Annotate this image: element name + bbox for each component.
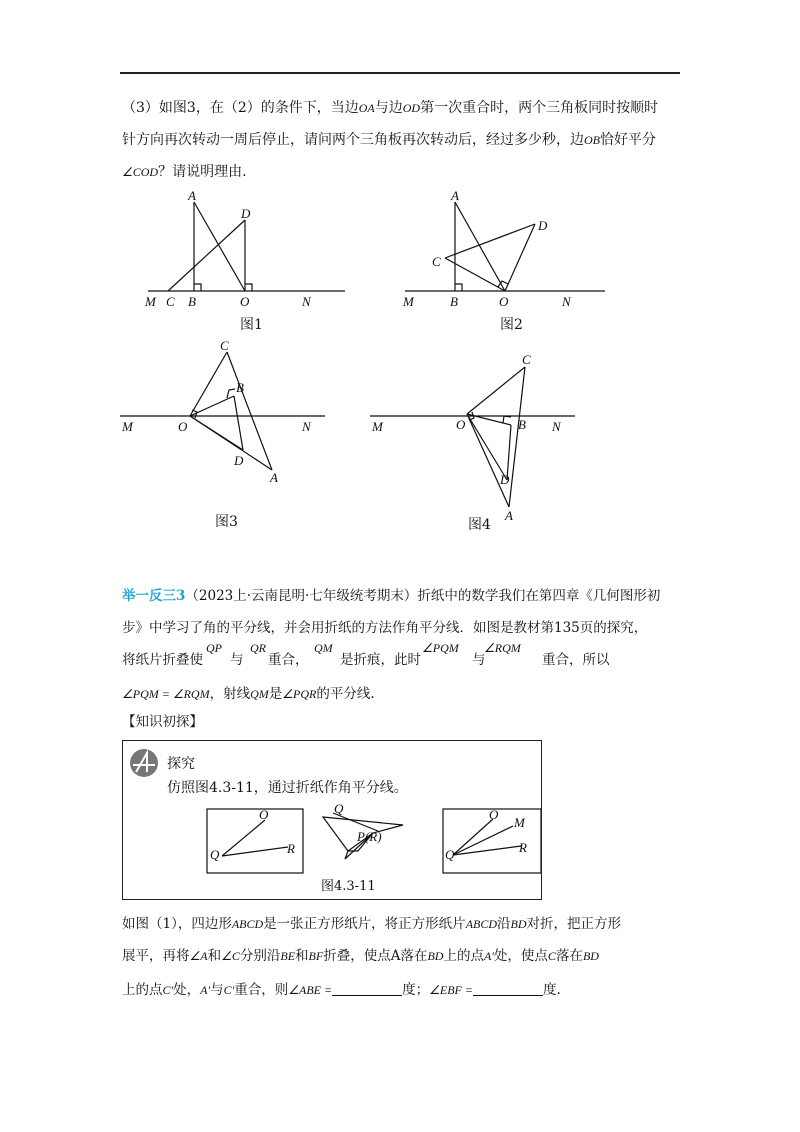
fig3-label-b: B bbox=[236, 380, 244, 395]
example3-line2: 步》中学习了角的平分线，并会用折纸的方法作角平分线．如图是教材第135页的探究， bbox=[122, 620, 648, 636]
fig1-label-d: D bbox=[241, 206, 251, 221]
fig4-label-d: D bbox=[500, 472, 510, 487]
fig1-side-ao bbox=[194, 202, 245, 291]
fig2-label-o: O bbox=[499, 294, 509, 309]
fig1-label-a: A bbox=[188, 188, 196, 203]
fig4-side-oa bbox=[467, 414, 509, 507]
question-line3: 上的点C′处，A′与C′重合，则∠ABE = 度；∠EBF = 度. bbox=[122, 982, 561, 998]
fig4-side-oc bbox=[467, 367, 525, 414]
panel3-label-o: O bbox=[489, 807, 499, 822]
fig1-right-angle-o bbox=[245, 284, 252, 291]
fig1-caption: 图1 bbox=[240, 317, 263, 333]
panel3-label-q: Q bbox=[445, 847, 455, 862]
fig3-label-d: D bbox=[234, 453, 244, 468]
example3-tag: 举一反三3 bbox=[122, 588, 186, 604]
problem3-line3: ∠COD？请说明理由. bbox=[122, 164, 247, 180]
fig4-side-od bbox=[467, 414, 507, 480]
explore-icon bbox=[130, 749, 158, 777]
fig1-right-angle-b bbox=[194, 284, 201, 291]
question-line2: 展平，再将∠A和∠C分别沿BE和BF折叠，使点A落在BD上的点A′处，使点C落在BD bbox=[122, 948, 599, 964]
fig4-label-b: B bbox=[518, 417, 526, 432]
fig3-side-bd bbox=[234, 396, 243, 450]
fig1-label-m: M bbox=[145, 294, 156, 309]
answer-blank-ebf[interactable] bbox=[473, 981, 543, 996]
fig4-label-c: C bbox=[522, 352, 531, 367]
figures-1-4 bbox=[0, 180, 800, 540]
panel1-label-r: R bbox=[287, 841, 295, 856]
panel3-label-r: R bbox=[519, 840, 527, 855]
problem3-line1: （3）如图3，在（2）的条件下，当边OA与边OD第一次重合时，两个三角板同时按顺时 bbox=[122, 100, 659, 116]
problem3-line2: 针方向再次转动一周后停止，请问两个三角板再次转动后，经过多少秒，边OB恰好平分 bbox=[122, 132, 656, 148]
knowledge-heading: 【知识初探】 bbox=[122, 714, 203, 730]
explore-box bbox=[122, 740, 542, 900]
panel1-label-o: O bbox=[259, 807, 269, 822]
fig3-label-a: A bbox=[270, 470, 278, 485]
fig4-right-angle-b bbox=[503, 416, 511, 423]
fig1-label-c: C bbox=[166, 294, 175, 309]
fig2-label-a: A bbox=[451, 188, 459, 203]
fig4-label-a: A bbox=[505, 508, 513, 523]
fig1-label-n: N bbox=[302, 294, 311, 309]
question-line1: 如图（1），四边形ABCD是一张正方形纸片，将正方形纸片ABCD沿BD对折，把正方形 bbox=[122, 916, 622, 932]
fig2-label-n: N bbox=[562, 294, 571, 309]
fig4-caption: 图4 bbox=[468, 517, 491, 533]
fig3-side-od bbox=[190, 416, 243, 450]
explore-instruction: 仿照图4.3-11，通过折纸作角平分线。 bbox=[167, 780, 408, 796]
fig3-caption: 图3 bbox=[215, 514, 238, 530]
fig4-label-o: O bbox=[456, 417, 466, 432]
panel2-label-pr: P(R) bbox=[357, 829, 382, 844]
fig2-right-angle-b bbox=[455, 284, 462, 291]
answer-blank-abe[interactable] bbox=[332, 981, 402, 996]
fig1-label-o: O bbox=[240, 294, 250, 309]
example3-line1: 举一反三3（2023上·云南昆明·七年级统考期末）折纸中的数学我们在第四章《几何图形初 bbox=[122, 588, 661, 604]
fig3-side-oc bbox=[190, 352, 227, 416]
fig3-label-c: C bbox=[220, 338, 229, 353]
fig2-label-d: D bbox=[538, 218, 548, 233]
fig1-side-dc bbox=[168, 220, 245, 291]
example3-line4: ∠PQM = ∠RQM，射线QM是∠PQR的平分线. bbox=[122, 686, 375, 702]
fig2-label-c: C bbox=[432, 254, 441, 269]
header-rule bbox=[120, 72, 680, 74]
panel2-label-q: Q bbox=[334, 801, 344, 816]
fig3-label-n: N bbox=[302, 419, 311, 434]
fig2-caption: 图2 bbox=[500, 317, 523, 333]
fig4-label-n: N bbox=[552, 419, 561, 434]
panel3-ray-qo bbox=[453, 819, 493, 855]
fig3-label-o: O bbox=[178, 419, 188, 434]
fig2-label-b: B bbox=[450, 294, 458, 309]
panel3-label-m: M bbox=[514, 815, 525, 830]
explore-caption: 图4.3-11 bbox=[321, 879, 376, 894]
fig3-label-m: M bbox=[122, 419, 133, 434]
fig2-label-m: M bbox=[403, 294, 414, 309]
panel1-label-q: Q bbox=[210, 847, 220, 862]
explore-title: 探究 bbox=[167, 756, 195, 772]
fig4-label-m: M bbox=[372, 419, 383, 434]
example3-line3: 将纸片折叠使 QP 与 QR 重合， QM 是折痕，此时 ∠PQM 与 ∠RQM 重合，所以 bbox=[122, 641, 610, 668]
fig1-label-b: B bbox=[188, 294, 196, 309]
fig4-side-ca bbox=[509, 367, 525, 507]
